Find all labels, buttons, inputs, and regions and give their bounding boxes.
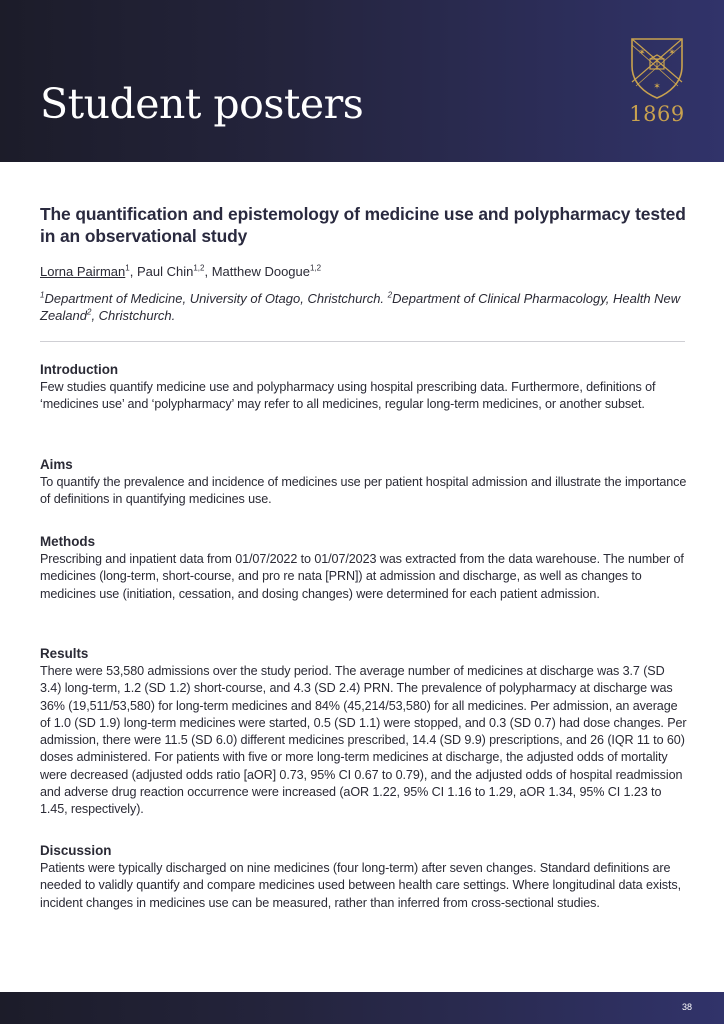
affiliation-marker: 2 <box>86 307 92 317</box>
affiliation-text: , Christchurch. <box>91 308 176 323</box>
affiliations <box>40 290 686 324</box>
page-header <box>0 0 724 162</box>
svg-text:✶: ✶ <box>668 48 676 58</box>
introduction-section <box>40 361 688 414</box>
section-heading: Methods <box>40 534 96 549</box>
section-body: Patients were typically discharged on nine medicines (four long-term) after seven changes. Standard definitions are needed to validly quantify and compare medicines used between health care settings. Where longitudinal data exists, incident changes in medicines use can be measured, rather than inferred from cross-sectional studies. <box>40 861 681 910</box>
author-affiliation-marker: 1,2 <box>193 263 205 273</box>
section-body: To quantify the prevalence and incidence of medicines use per patient hospital admission and illustrate the importance of definitions in quantifying medicines use. <box>40 475 687 507</box>
author-list: Lorna Pairman$^1$, Paul Chin$^{1,2}$, Matthew Doogue$^{1,2}$ <box>40 263 322 279</box>
page-number: 38 <box>681 1002 692 1012</box>
author-affiliation-marker: 1,2 <box>309 263 322 273</box>
section-heading: Discussion <box>40 843 112 858</box>
affiliation-marker: 1 <box>40 290 45 300</box>
author-name: Matthew Doogue <box>211 264 310 279</box>
discussion-section <box>40 842 688 912</box>
svg-text:✶: ✶ <box>653 82 661 92</box>
section-heading: Results <box>40 646 89 661</box>
header-title: Student posters <box>40 80 364 128</box>
author-affiliation-marker: 1 <box>125 263 130 273</box>
aims-section <box>40 456 688 509</box>
affiliation-marker: 2 <box>387 290 393 300</box>
paper-title: The quantification and epistemology of medicine use and polypharmacy tested in an observational study <box>40 204 686 246</box>
affiliation-text: Department of Clinical Pharmacology, Health New Zealand <box>40 291 681 323</box>
methods-section <box>40 533 688 603</box>
section-heading: Aims <box>40 457 73 472</box>
section-divider <box>40 341 685 342</box>
affiliation-text: Department of Medicine, University of Otago, Christchurch. <box>44 291 385 306</box>
author-name: Paul Chin <box>136 264 194 279</box>
paper-header <box>40 203 686 324</box>
section-body: Prescribing and inpatient data from 01/07/2022 to 01/07/2023 was extracted from the data warehouse. The number of medicines (long-term, short-course, and pro re nata [PRN]) at admission and discharge, as well as changes to medicines use (initiation, cessation, and dosing changes) were determined for each patient admission. <box>40 552 684 601</box>
results-section <box>40 645 688 819</box>
section-body: There were 53,580 admissions over the study period. The average number of medicines at discharge was 3.7 (SD 3.4) long-term, 1.2 (SD 1.2) short-course, and 4.3 (SD 2.4) PRN. The prevalence of polypharmacy at discharge was 36% (19,511/53,580) for long-term medicines and 84% (45,214/53,580) for all medicines. Per admission, an average of 1.0 (SD 1.9) long-term medicines were started, 0.5 (SD 1.1) were stopped, and 0.3 (SD 0.7) had dose changes. Per admission, there were 11.5 (SD 6.0) different medicines prescribed, 14.4 (SD 9.9) prescriptions, and 26 (IQR 11 to 60) doses administered. For patients with five or more long-term medicines at discharge, the adjusted odds of mortality were decreased (adjusted odds ratio [aOR] 0.73, 95% CI 0.67 to 0.79), and the adjusted odds of hospital readmission and adverse drug reaction occurrence were increased (aOR 1.22, 95% CI 1.16 to 1.29, aOR 1.34, 95% CI 1.23 to 1.45, respectively). <box>40 664 687 817</box>
svg-text:✶: ✶ <box>638 48 646 58</box>
crest-year: 1869 <box>629 102 685 126</box>
page-footer <box>0 992 724 1024</box>
author-name[interactable]: Lorna Pairman <box>40 264 126 279</box>
section-body: Few studies quantify medicine use and polypharmacy using hospital prescribing data. Furthermore, definitions of ‘medicines use’ and ‘polypharmacy’ may refer to all medicines, regular long-term medicines, or another subset. <box>40 380 656 412</box>
section-heading: Introduction <box>40 362 119 377</box>
university-crest-icon <box>629 36 685 100</box>
